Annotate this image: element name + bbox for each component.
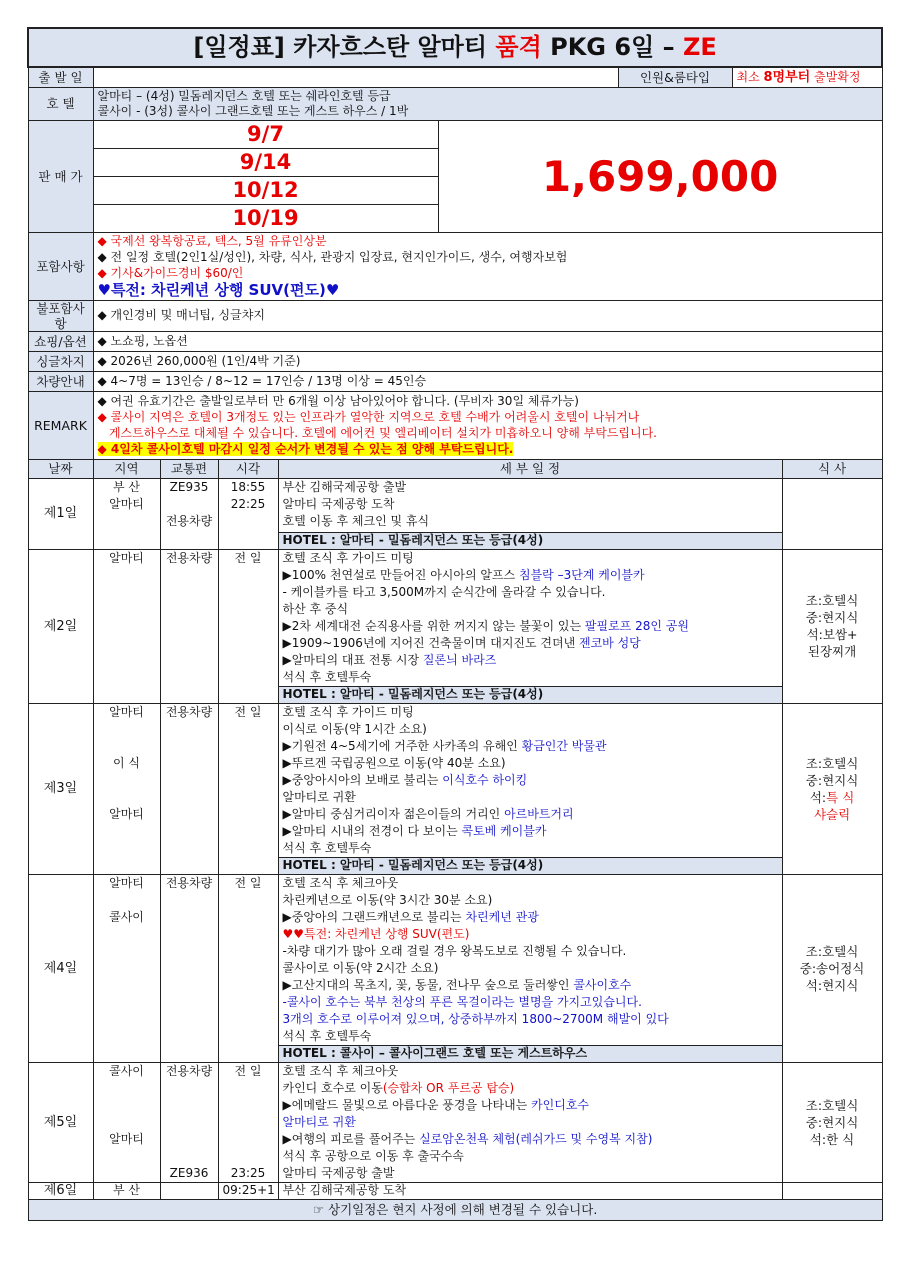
day4-sight-charyn: 차린케년 관광: [465, 909, 539, 924]
day2-vehicle: 전용차량: [165, 550, 213, 565]
day2-sight-chimbulak: 침블락 –3단계 케이블카: [519, 567, 645, 582]
day3-region-1: 알마티: [109, 704, 144, 719]
day1-time-1: 18:55: [230, 479, 266, 494]
day3-line-3: ▶기원전 4~5세기에 거주한 사카족의 유해인: [282, 738, 522, 753]
day5-meal-breakfast: 조:호텔식: [805, 1097, 859, 1113]
day4-line-8: -콜사이 호수는 북부 천상의 푸른 목걸이라는 별명을 가지고있습니다.: [282, 994, 642, 1009]
day4-line-1: 호텔 조식 후 체크아웃: [282, 875, 399, 890]
day4-line-10: 석식 후 호텔투숙: [282, 1028, 372, 1043]
day3-label: 제3일: [28, 703, 93, 874]
excludes-value: ◆ 개인경비 및 매너팁, 싱글챠지: [93, 300, 882, 331]
day5-time: [218, 1062, 278, 1182]
day5-region-2: 알마티: [109, 1131, 144, 1146]
day3-line-6: 알마티로 귀환: [282, 789, 356, 804]
day4-line-9: 3개의 호수로 이루어져 있으며, 상중하부까지 1800~2700M 해발이 있다: [282, 1011, 669, 1026]
hotel-label: 호 텔: [28, 87, 93, 120]
day6-meal: [782, 1182, 882, 1199]
day3-line-9: 석식 후 호텔투숙: [282, 840, 372, 855]
day2-detail: [278, 549, 782, 686]
day2-time-1: 전 일: [234, 550, 262, 565]
day5-flight: ZE936: [169, 1165, 209, 1180]
day3-meal-dinner-prefix: 석:: [809, 789, 827, 805]
remark-passport: ◆ 여권 유효기간은 출발일로부터 만 6개월 이상 남아있어야 합니다. (무비자 30일 체류가능): [97, 394, 579, 408]
day3-region-2: 이 식: [113, 755, 140, 770]
pax-value: [732, 67, 882, 87]
day3-line-2: 이식로 이동(약 1시간 소요): [282, 721, 427, 736]
vehicle-label: 차량안내: [28, 371, 93, 391]
day5-sight-spa: 실로암온천욕 체험(레쉬가드 및 수영복 지참): [419, 1131, 653, 1146]
day5-region-1: 콜사이: [109, 1063, 144, 1078]
day2-line-6: ▶1909~1906년에 지어진 건축물이며 대지진도 견뎌낸: [282, 635, 579, 650]
footer-note: ☞ 상기일정은 현지 사정에 의해 변경될 수 있습니다.: [28, 1199, 882, 1220]
day5-time-2: 23:25: [230, 1165, 266, 1180]
col-header-region: 지역: [93, 459, 160, 478]
title-highlight-airline: ZE: [682, 33, 717, 61]
price-date-3: 10/12: [93, 176, 438, 204]
col-header-meal: 식 사: [782, 459, 882, 478]
single-value: ◆ 2026년 260,000원 (1인/4박 기준): [93, 351, 882, 371]
day2-sight-bazaar: 질론늬 바라즈: [422, 652, 497, 667]
day2-transport: [160, 549, 218, 703]
day3-sight-issyk: 이식호수 하이킹: [442, 772, 528, 787]
day4-vehicle: 전용차량: [165, 875, 213, 890]
day6-label: 제6일: [28, 1182, 93, 1199]
day3-meal: [782, 703, 882, 874]
day5-line-1: 호텔 조식 후 체크아웃: [282, 1063, 399, 1078]
day5-line-3: ▶에메랄드 물빛으로 아름다운 풍경을 나타내는: [282, 1097, 532, 1112]
price-date-1: 9/7: [93, 120, 438, 148]
remark-kolsai-2: 게스트하우스로 대체될 수 있습니다. 호텔에 에어컨 및 엘리베이터 설치가 미흡하오니 양해 부탁드립니다.: [97, 426, 657, 440]
day3-detail: [278, 703, 782, 857]
price-amount: 1,699,000: [438, 120, 882, 232]
day2-meal-breakfast: 조:호텔식: [805, 593, 859, 608]
hotel-info: [93, 87, 882, 120]
day4-time-1: 전 일: [234, 875, 262, 890]
day3-region-3: 알마티: [109, 806, 144, 821]
day4-hotel: HOTEL : 콜사이 – 콜사이그랜드 호텔 또는 게스트하우스: [278, 1045, 782, 1062]
day3-time: [218, 703, 278, 874]
day4-meal-dinner: 석:현지식: [805, 977, 859, 993]
day4-meal-breakfast: 조:호텔식: [805, 943, 859, 959]
day2-line-8: 석식 후 호텔투숙: [282, 669, 372, 684]
includes-airfare: ◆ 국제선 왕복항공료, 텍스, 5월 유류인상분: [97, 233, 327, 248]
day3-time-1: 전 일: [234, 704, 262, 719]
day4-special: ♥♥특전: 차린케년 상행 SUV(편도): [282, 926, 470, 941]
day4-line-6: 콜사이로 이동(약 2시간 소요): [282, 960, 439, 975]
includes-label: 포함사항: [28, 232, 93, 300]
day1-time: [218, 478, 278, 549]
day1-vehicle: 전용차량: [165, 513, 213, 528]
day3-vehicle: 전용차량: [165, 704, 213, 719]
includes-list: [93, 232, 882, 300]
day1-detail: [278, 478, 782, 532]
day1-flight: ZE935: [169, 479, 209, 494]
day5-label: 제5일: [28, 1062, 93, 1182]
day2-line-7: ▶알마티의 대표 전통 시장: [282, 652, 423, 667]
title-text: [일정표] 카자흐스탄 알마티: [193, 33, 496, 61]
day1-region: [93, 478, 160, 549]
itinerary-table: [27, 27, 883, 1221]
day6-transport: [160, 1182, 218, 1199]
shopping-label: 쇼핑/옵션: [28, 331, 93, 351]
hotel-line-kolsai: 콜사이 - (3성) 콜사이 그랜드호텔 또는 게스트 하우스 / 1박: [97, 103, 409, 118]
includes-special: ♥특전: 차린케년 상행 SUV(편도)♥: [97, 280, 340, 299]
day2-meal: [782, 549, 882, 703]
col-header-date: 날짜: [28, 459, 93, 478]
day6-detail: 부산 김해국제공항 도착: [278, 1182, 782, 1199]
remark-day4: ◆ 4일차 콜사이호텔 마감시 일정 순서가 변경될 수 있는 점 양해 부탁드립니다.: [97, 442, 514, 456]
day2-line-1: 호텔 조식 후 가이드 미팅: [282, 550, 414, 565]
day4-region-2: 콜사이: [109, 909, 144, 924]
day5-meal: [782, 1062, 882, 1182]
day3-sight-arbat: 아르바트거리: [504, 806, 574, 821]
day5-meal-lunch: 중:현지식: [805, 1114, 859, 1130]
day4-line-2: 차린케년으로 이동(약 3시간 30분 소요): [282, 892, 493, 907]
day4-meal-lunch: 중:송어정식: [799, 960, 865, 976]
depart-value: [93, 67, 618, 87]
day3-line-8: ▶알마티 시내의 전경이 다 보이는: [282, 823, 462, 838]
day5-vehicle: 전용차량: [165, 1063, 213, 1078]
day4-meal: [782, 874, 882, 1062]
day5-line-5: ▶여행의 피로를 풀어주는: [282, 1131, 420, 1146]
day1-label: 제1일: [28, 478, 93, 549]
day3-hotel: HOTEL : 알마티 - 밀돔레지던스 또는 등급(4성): [278, 857, 782, 874]
day3-meal-breakfast: 조:호텔식: [805, 755, 859, 771]
shopping-value: ◆ 노쇼핑, 노옵션: [93, 331, 882, 351]
day2-region-1: 알마티: [109, 550, 144, 565]
day2-region: [93, 549, 160, 703]
title-text-pkg: PKG 6일 –: [541, 33, 683, 61]
day3-sight-golden-man: 황금인간 박물관: [521, 738, 607, 753]
day1-region-2: 알마티: [109, 496, 144, 511]
day3-sight-koktobe: 콕토베 케이블카: [461, 823, 547, 838]
single-label: 싱글차지: [28, 351, 93, 371]
day1-time-2: 22:25: [230, 496, 266, 511]
day2-meal-dinner-2: 된장찌개: [807, 644, 857, 659]
day2-meal-lunch: 중:현지식: [805, 610, 859, 625]
day1-line-2: 알마티 국제공항 도착: [282, 496, 395, 511]
day5-line-7: 알마티 국제공항 출발: [282, 1165, 395, 1180]
day2-sight-panfilov: 팔필로프 28인 공원: [584, 618, 689, 633]
day1-hotel: HOTEL : 알마티 - 밀돔레지던스 또는 등급(4성): [278, 532, 782, 549]
day3-region: [93, 703, 160, 874]
day2-time: [218, 549, 278, 703]
pax-prefix: 최소: [736, 69, 764, 84]
day4-detail: [278, 874, 782, 1045]
day1-line-3: 호텔 이동 후 체크인 및 휴식: [282, 513, 430, 528]
day2-line-3: - 케이블카를 타고 3,500M까지 순식간에 올라갈 수 있습니다.: [282, 584, 606, 599]
day3-line-5: ▶중앙아시아의 보배로 불리는: [282, 772, 443, 787]
day4-region: [93, 874, 160, 1062]
day5-line-2: 카인디 호수로 이동: [282, 1080, 383, 1095]
day2-meal-dinner: 석:보쌈+: [806, 627, 858, 642]
day3-transport: [160, 703, 218, 874]
pax-suffix: 출발확정: [810, 69, 861, 84]
day2-label: 제2일: [28, 549, 93, 703]
day5-detail: [278, 1062, 782, 1182]
day3-meal-dinner-2: 샤슬릭: [813, 806, 851, 822]
day5-sight-kaindy: 카인디호수: [531, 1097, 590, 1112]
day1-transport: [160, 478, 218, 549]
day3-line-1: 호텔 조식 후 가이드 미팅: [282, 704, 414, 719]
pax-min: 8명부터: [763, 69, 811, 85]
vehicle-value: ◆ 4~7명 = 13인승 / 8~12 = 17인승 / 13명 이상 = 45인승: [93, 371, 882, 391]
day5-line-6: 석식 후 공항으로 이동 후 출국수속: [282, 1148, 464, 1163]
day1-region-1: 부 산: [113, 479, 140, 494]
col-header-transport: 교통편: [160, 459, 218, 478]
day2-line-4: 하산 후 중식: [282, 601, 349, 616]
day5-transport: [160, 1062, 218, 1182]
pax-label: 인원&룸타입: [618, 67, 732, 87]
excludes-label: 불포함사항: [28, 300, 93, 331]
day2-line-5: ▶2차 세계대전 순직용사를 위한 꺼지지 않는 불꽃이 있는: [282, 618, 585, 633]
day4-time: [218, 874, 278, 1062]
day3-meal-lunch: 중:현지식: [805, 772, 859, 788]
day1-line-1: 부산 김해국제공항 출발: [282, 479, 407, 494]
day3-line-4: ▶뚜르겐 국립공원으로 이동(약 40분 소요): [282, 755, 506, 770]
col-header-detail: 세 부 일 정: [278, 459, 782, 478]
hotel-line-almaty: 알마티 – (4성) 밀돔레지던스 호텔 또는 쉐라인호텔 등급: [97, 88, 391, 103]
day5-region: [93, 1062, 160, 1182]
day4-transport: [160, 874, 218, 1062]
day6-time: 09:25+1: [218, 1182, 278, 1199]
itinerary-sheet: [27, 27, 881, 1221]
day5-time-1: 전 일: [234, 1063, 262, 1078]
price-date-2: 9/14: [93, 148, 438, 176]
day5-line-4: 알마티로 귀환: [282, 1114, 356, 1129]
day4-line-3: ▶중앙아의 그랜드캐년으로 불리는: [282, 909, 466, 924]
page-title: [28, 28, 882, 67]
day4-sight-kolsai: 콜사이호수: [573, 977, 632, 992]
price-date-4: 10/19: [93, 204, 438, 232]
price-label: 판 매 가: [28, 120, 93, 232]
remark-label: REMARK: [28, 391, 93, 459]
day6-region: 부 산: [93, 1182, 160, 1199]
day4-label: 제4일: [28, 874, 93, 1062]
day1-meal: [782, 478, 882, 549]
title-highlight-grade: 품격: [495, 33, 542, 61]
day2-line-2: ▶100% 천연설로 만들어진 아시아의 알프스: [282, 567, 519, 582]
day3-meal-dinner: 특 식: [826, 789, 855, 805]
day4-line-7: ▶고산지대의 목초지, 꽃, 동물, 전나무 숲으로 둘러쌓인: [282, 977, 574, 992]
day5-transfer-note: (승합차 OR 푸르공 탑승): [382, 1080, 515, 1095]
day4-line-5: -차량 대기가 많아 오래 걸릴 경우 왕복도보로 진행될 수 있습니다.: [282, 943, 627, 958]
day2-hotel: HOTEL : 알마티 - 밀돔레지던스 또는 등급(4성): [278, 686, 782, 703]
day2-sight-zenkov: 젠코바 성당: [579, 635, 641, 650]
depart-label: 출 발 일: [28, 67, 93, 87]
includes-guide-fee: ◆ 기사&가이드경비 $60/인: [97, 265, 244, 280]
col-header-time: 시각: [218, 459, 278, 478]
day4-region-1: 알마티: [109, 875, 144, 890]
remark-kolsai-1: ◆ 콜사이 지역은 호텔이 3개정도 있는 인프라가 열악한 지역으로 호텔 수배가 어려울시 호텔이 나뉘거나: [97, 410, 640, 424]
day5-meal-dinner: 석:한 식: [809, 1131, 855, 1147]
day3-line-7: ▶알마티 중심거리이자 젊은이들의 거리인: [282, 806, 505, 821]
remark-list: [93, 391, 882, 459]
includes-general: ◆ 전 일정 호텔(2인1실/성인), 차량, 식사, 관광지 입장료, 현지인가이드, 생수, 여행자보험: [97, 249, 568, 264]
